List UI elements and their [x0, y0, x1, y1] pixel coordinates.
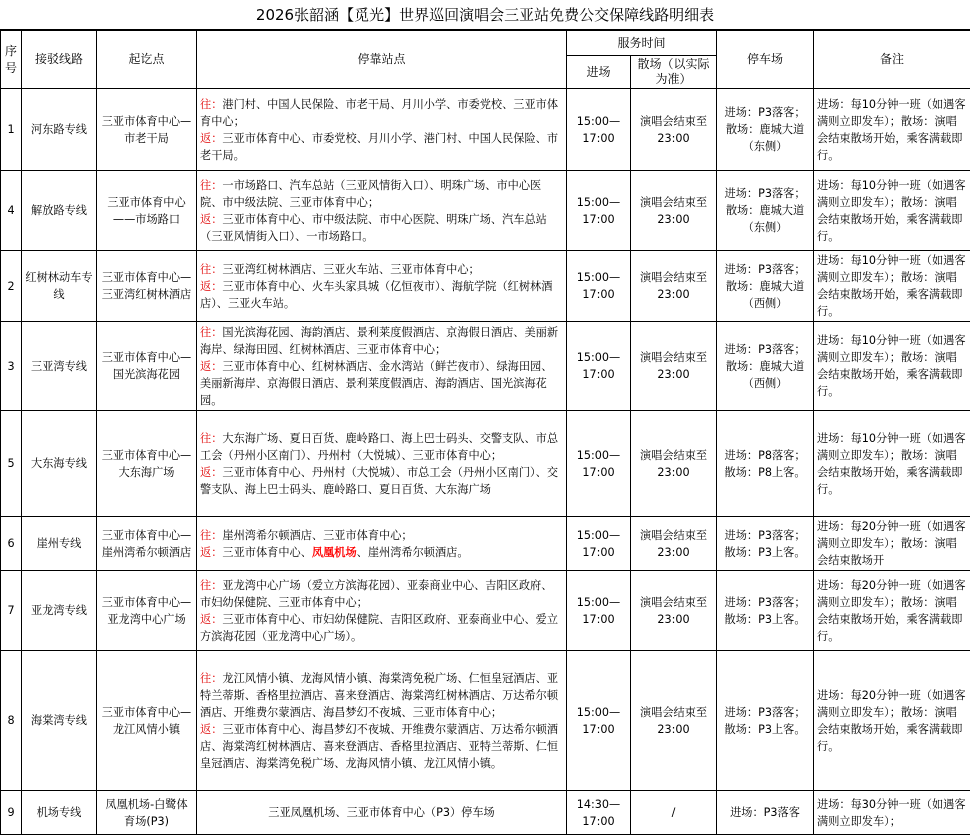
table-row: [1, 251, 970, 322]
return-stops: 三亚市体育中心、市妇幼保健院、吉阳区政府、亚泰商业中心、爱立方滨海花园（亚龙湾中心广场）。: [200, 612, 559, 643]
outbound-stops: 三亚湾红树林酒店、三亚火车站、三亚市体育中心；: [222, 262, 480, 276]
return-label: 返：: [200, 722, 223, 736]
remarks-cell: 进场：每30分钟一班（如遇客满则立即发车）；: [814, 791, 970, 835]
outbound-stops: 崖州湾希尔顿酒店、三亚市体育中心；: [222, 528, 413, 542]
entry-time-cell: 15:00—17:00: [567, 251, 631, 322]
return-stops: 三亚市体育中心、火车头家具城（亿恒夜市）、海航学院（红树林酒店）、三亚火车站。: [200, 279, 553, 310]
seq-cell: 9: [1, 791, 22, 835]
remarks-cell: 进场：每10分钟一班（如遇客满则立即发车）；散场：演唱会结束散场开始，乘客满载即行。: [814, 251, 970, 322]
parking-cell: 进场：P3落客；散场：鹿城大道（西侧）: [717, 322, 814, 411]
exit-time-cell: 演唱会结束至23:00: [631, 517, 717, 571]
seq-cell: 6: [1, 517, 22, 571]
parking-cell: 进场：P3落客；散场：P3上客。: [717, 517, 814, 571]
header-service-time: 服务时间: [567, 31, 717, 56]
route-cell: 崖州专线: [22, 517, 97, 571]
seq-cell: 3: [1, 322, 22, 411]
table-row: [1, 411, 970, 517]
return-label: 返：: [200, 612, 223, 626]
return-label: 返：: [200, 545, 223, 559]
stops-cell: [197, 251, 567, 322]
return-stops-post: 、崖州湾希尔顿酒店。: [356, 545, 469, 559]
endpoints-cell: 三亚市体育中心—三亚湾红树林酒店: [97, 251, 197, 322]
stops-cell: [197, 517, 567, 571]
parking-cell: 进场：P3落客；散场：鹿城大道（东侧）: [717, 89, 814, 171]
stops-cell: [197, 89, 567, 171]
seq-cell: 2: [1, 251, 22, 322]
endpoints-cell: 三亚市体育中心—国光滨海花园: [97, 322, 197, 411]
entry-time-cell: 14:30—17:00: [567, 791, 631, 835]
route-cell: 亚龙湾专线: [22, 571, 97, 651]
header-parking: 停车场: [717, 31, 814, 89]
stops-cell: 三亚凤凰机场、三亚市体育中心（P3）停车场: [197, 791, 567, 835]
header-exit: 散场（以实际为准）: [631, 56, 717, 89]
entry-time-cell: 15:00—17:00: [567, 171, 631, 251]
outbound-stops: 大东海广场、夏日百货、鹿岭路口、海上巴士码头、交警支队、市总工会（丹州小区南门）、丹州村（大悦城）、三亚市体育中心；: [200, 431, 559, 462]
route-cell: 大东海专线: [22, 411, 97, 517]
entry-time-cell: 15:00—17:00: [567, 517, 631, 571]
return-label: 返：: [200, 212, 223, 226]
route-cell: 红树林动车专线: [22, 251, 97, 322]
route-table: [0, 30, 970, 835]
outbound-label: 往：: [200, 97, 223, 111]
table-row: [1, 322, 970, 411]
exit-time-cell: 演唱会结束至23:00: [631, 89, 717, 171]
return-label: 返：: [200, 131, 223, 145]
outbound-label: 往：: [200, 671, 223, 685]
return-label: 返：: [200, 279, 223, 293]
parking-cell: 进场：P3落客；散场：鹿城大道（西侧）: [717, 251, 814, 322]
return-label: 返：: [200, 465, 223, 479]
return-stops: 三亚市体育中心、市委党校、月川小学、港门村、中国人民保险、市老干局。: [200, 131, 559, 162]
outbound-stops: 一市场路口、汽车总站（三亚风情街入口）、明珠广场、市中心医院、市中级法院、三亚市体育中心；: [200, 178, 542, 209]
seq-cell: 1: [1, 89, 22, 171]
table-row: [1, 517, 970, 571]
exit-time-cell: 演唱会结束至23:00: [631, 571, 717, 651]
exit-time-cell: 演唱会结束至23:00: [631, 411, 717, 517]
endpoints-cell: 三亚市体育中心—龙江风情小镇: [97, 651, 197, 791]
outbound-label: 往：: [200, 578, 223, 592]
table-row: [1, 791, 970, 835]
parking-cell: 进场：P3落客: [717, 791, 814, 835]
outbound-label: 往：: [200, 431, 223, 445]
stops-cell: [197, 171, 567, 251]
parking-cell: 进场：P3落客；散场：P3上客。: [717, 571, 814, 651]
endpoints-cell: 三亚市体育中心—崖州湾希尔顿酒店: [97, 517, 197, 571]
outbound-stops: 亚龙湾中心广场（爱立方滨海花园）、亚泰商业中心、吉阳区政府、市妇幼保健院、三亚市体育中心；: [200, 578, 553, 609]
seq-cell: 7: [1, 571, 22, 651]
route-cell: 机场专线: [22, 791, 97, 835]
header-stops: 停靠站点: [197, 31, 567, 89]
route-cell: 河东路专线: [22, 89, 97, 171]
seq-cell: 4: [1, 171, 22, 251]
outbound-stops: 龙江风情小镇、龙海风情小镇、海棠湾免税广场、仁恒皇冠酒店、亚特兰蒂斯、香格里拉酒店、喜来登酒店、海棠湾红树林酒店、万达希尔顿酒店、开维费尔蒙酒店、海昌梦幻不夜城、三亚市体育中心；: [200, 671, 559, 719]
outbound-label: 往：: [200, 325, 223, 339]
endpoints-cell: 三亚市体育中心—市老干局: [97, 89, 197, 171]
outbound-stops: 国光滨海花园、海韵酒店、景利莱度假酒店、京海假日酒店、美丽新海岸、绿海田园、红树林酒店、三亚市体育中心；: [200, 325, 559, 356]
header-route: 接驳线路: [22, 31, 97, 89]
page-title: 2026张韶涵【觅光】世界巡回演唱会三亚站免费公交保障线路明细表: [0, 0, 970, 30]
exit-time-cell: 演唱会结束至23:00: [631, 322, 717, 411]
remarks-cell: 进场：每10分钟一班（如遇客满则立即发车）；散场：演唱会结束散场开始，乘客满载即行。: [814, 89, 970, 171]
route-cell: 解放路专线: [22, 171, 97, 251]
return-stops: 三亚市体育中心、海昌梦幻不夜城、开维费尔蒙酒店、万达希尔顿酒店、海棠湾红树林酒店、喜来登酒店、香格里拉酒店、亚特兰蒂斯、仁恒皇冠酒店、海棠湾免税广场、龙海风情小镇、龙江风情小镇。: [200, 722, 559, 770]
return-stops: 三亚市体育中心、红树林酒店、金水湾站（鲜芒夜市）、绿海田园、美丽新海岸、京海假日酒店、景利莱度假酒店、海韵酒店、国光滨海花园。: [200, 359, 553, 407]
outbound-label: 往：: [200, 262, 223, 276]
exit-time-cell: 演唱会结束至23:00: [631, 251, 717, 322]
remarks-cell: 进场：每20分钟一班（如遇客满则立即发车）；散场：演唱会结束散场开: [814, 517, 970, 571]
exit-time-cell: /: [631, 791, 717, 835]
route-cell: 三亚湾专线: [22, 322, 97, 411]
route-cell: 海棠湾专线: [22, 651, 97, 791]
header-row: [1, 31, 970, 56]
return-stops-pre: 三亚市体育中心、: [222, 545, 312, 559]
header-entry: 进场: [567, 56, 631, 89]
table-row: [1, 571, 970, 651]
endpoints-cell: 三亚市体育中心—亚龙湾中心广场: [97, 571, 197, 651]
stops-cell: [197, 322, 567, 411]
highlight-airport: 凤凰机场: [311, 545, 357, 559]
header-remarks: 备注: [814, 31, 970, 89]
exit-time-cell: 演唱会结束至23:00: [631, 171, 717, 251]
outbound-label: 往：: [200, 178, 223, 192]
parking-cell: 进场：P3落客；散场：鹿城大道（东侧）: [717, 171, 814, 251]
stops-cell: [197, 571, 567, 651]
exit-time-cell: 演唱会结束至23:00: [631, 651, 717, 791]
return-label: 返：: [200, 359, 223, 373]
header-seq: 序号: [1, 31, 22, 89]
remarks-cell: 进场：每10分钟一班（如遇客满则立即发车）；散场：演唱会结束散场开始，乘客满载即行。: [814, 322, 970, 411]
outbound-stops: 港门村、中国人民保险、市老干局、月川小学、市委党校、三亚市体育中心；: [200, 97, 559, 128]
entry-time-cell: 15:00—17:00: [567, 322, 631, 411]
stops-cell: [197, 411, 567, 517]
table-row: [1, 171, 970, 251]
endpoints-cell: 凤凰机场-白鹭体育场(P3): [97, 791, 197, 835]
endpoints-cell: 三亚市体育中心—大东海广场: [97, 411, 197, 517]
return-stops: 三亚市体育中心、市中级法院、市中心医院、明珠广场、汽车总站（三亚风情街入口）、一市场路口。: [200, 212, 547, 243]
entry-time-cell: 15:00—17:00: [567, 411, 631, 517]
entry-time-cell: 15:00—17:00: [567, 571, 631, 651]
return-stops: 三亚市体育中心、丹州村（大悦城）、市总工会（丹州小区南门）、交警支队、海上巴士码头、鹿岭路口、夏日百货、大东海广场: [200, 465, 559, 496]
entry-time-cell: 15:00—17:00: [567, 89, 631, 171]
endpoints-cell: 三亚市体育中心——市场路口: [97, 171, 197, 251]
remarks-cell: 进场：每20分钟一班（如遇客满则立即发车）；散场：演唱会结束散场开始，乘客满载即行。: [814, 571, 970, 651]
parking-cell: 进场：P8落客；散场：P8上客。: [717, 411, 814, 517]
remarks-cell: 进场：每20分钟一班（如遇客满则立即发车）；散场：演唱会结束散场开始，乘客满载即行。: [814, 651, 970, 791]
table-row: [1, 89, 970, 171]
table-row: [1, 651, 970, 791]
seq-cell: 5: [1, 411, 22, 517]
seq-cell: 8: [1, 651, 22, 791]
parking-cell: 进场：P3落客；散场：P3上客。: [717, 651, 814, 791]
stops-cell: [197, 651, 567, 791]
remarks-cell: 进场：每10分钟一班（如遇客满则立即发车）；散场：演唱会结束散场开始，乘客满载即行。: [814, 171, 970, 251]
remarks-cell: 进场：每10分钟一班（如遇客满则立即发车）；散场：演唱会结束散场开始，乘客满载即行。: [814, 411, 970, 517]
outbound-label: 往：: [200, 528, 223, 542]
header-endpoints: 起讫点: [97, 31, 197, 89]
entry-time-cell: 15:00—17:00: [567, 651, 631, 791]
